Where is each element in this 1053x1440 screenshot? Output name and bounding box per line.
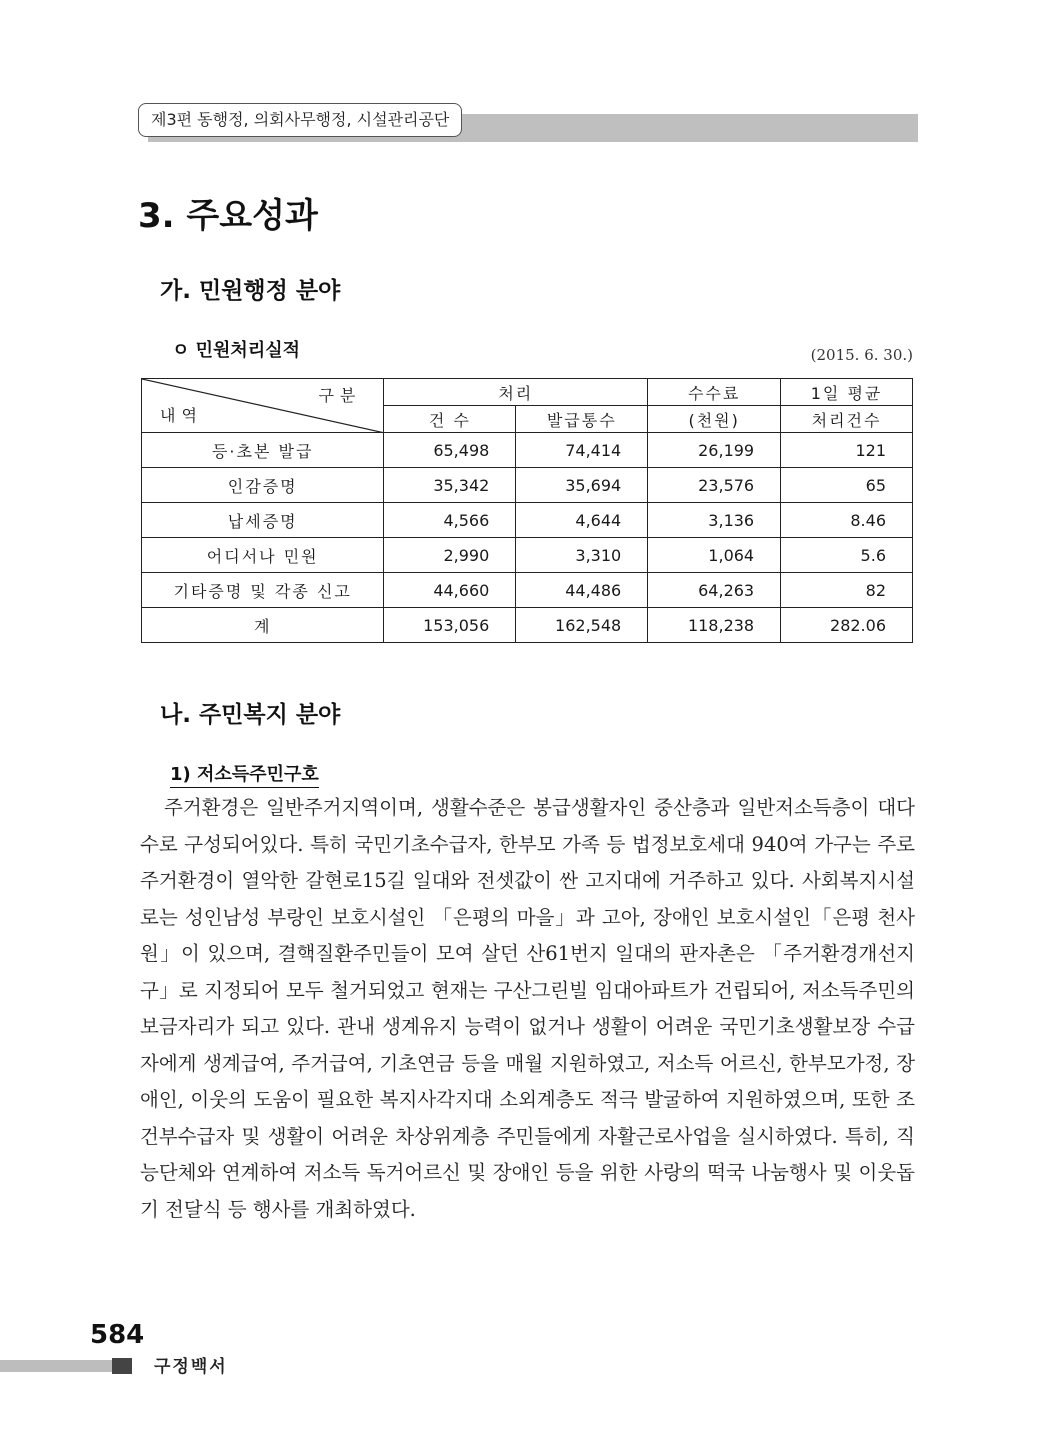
row-label: 어디서나 민원 bbox=[142, 538, 384, 573]
row-daily: 121 bbox=[781, 433, 913, 468]
row-fee: 3,136 bbox=[648, 503, 781, 538]
row-fee: 23,576 bbox=[648, 468, 781, 503]
table-row bbox=[142, 433, 913, 468]
chapter-tab: 제3편 동행정, 의회사무행정, 시설관리공단 bbox=[138, 103, 462, 137]
diagonal-header-cell bbox=[142, 379, 384, 433]
row-issued: 162,548 bbox=[516, 608, 648, 643]
header-fee: 수수료 bbox=[648, 379, 781, 406]
row-fee: 118,238 bbox=[648, 608, 781, 643]
table-date: (2015. 6. 30.) bbox=[810, 346, 913, 364]
row-label: 계 bbox=[142, 608, 384, 643]
bullet-civil-results: ㅇ 민원처리실적 bbox=[172, 340, 300, 361]
row-daily: 5.6 bbox=[781, 538, 913, 573]
footer-book-title: 구정백서 bbox=[154, 1357, 228, 1377]
row-count: 44,660 bbox=[384, 573, 516, 608]
row-count: 65,498 bbox=[384, 433, 516, 468]
row-issued: 35,694 bbox=[516, 468, 648, 503]
header-count: 건 수 bbox=[384, 406, 516, 433]
row-count: 4,566 bbox=[384, 503, 516, 538]
header-processing: 처리 bbox=[384, 379, 648, 406]
row-daily: 282.06 bbox=[781, 608, 913, 643]
header-category: 구분 bbox=[318, 386, 362, 405]
row-label: 등·초본 발급 bbox=[142, 433, 384, 468]
row-daily: 82 bbox=[781, 573, 913, 608]
row-issued: 3,310 bbox=[516, 538, 648, 573]
header-detail: 내역 bbox=[160, 406, 203, 425]
row-issued: 4,644 bbox=[516, 503, 648, 538]
footer-square bbox=[112, 1358, 132, 1374]
row-daily: 65 bbox=[781, 468, 913, 503]
page-number: 584 bbox=[90, 1320, 145, 1350]
row-label: 납세증명 bbox=[142, 503, 384, 538]
row-issued: 44,486 bbox=[516, 573, 648, 608]
row-fee: 1,064 bbox=[648, 538, 781, 573]
item-title-low-income: 1) 저소득주민구호 bbox=[170, 760, 319, 786]
table-total-row bbox=[142, 608, 913, 643]
header-fee-unit: (천원) bbox=[648, 406, 781, 433]
row-label: 인감증명 bbox=[142, 468, 384, 503]
row-count: 2,990 bbox=[384, 538, 516, 573]
table-row bbox=[142, 573, 913, 608]
table-row bbox=[142, 503, 913, 538]
civil-service-table bbox=[141, 378, 913, 643]
footer-bar bbox=[0, 1360, 112, 1372]
table-row bbox=[142, 538, 913, 573]
header-issued: 발급통수 bbox=[516, 406, 648, 433]
row-label: 기타증명 및 각종 신고 bbox=[142, 573, 384, 608]
section-title: 3. 주요성과 bbox=[138, 196, 318, 236]
subsection-title-welfare: 나. 주민복지 분야 bbox=[160, 702, 341, 728]
row-daily: 8.46 bbox=[781, 503, 913, 538]
body-paragraph: 주거환경은 일반주거지역이며, 생활수준은 봉급생활자인 중산층과 일반저소득층이 대다수로 구성되어있다. 특히 국민기초수급자, 한부모 가족 등 법정보호세대 940여 가구는 주로 주거환경이 열악한 갈현로15길 일대와 전셋값이 싼 고지대에 거주하고 있다. 사회복지시설로는 성인남성 부랑인 보호시설인 「은평의 마을」과 고아, 장애인 보호시설인「은평 천사원」이 있으며, 결핵질환주민들이 모여 살던 산61번지 일대의 판자촌은 「주거환경개선지구」로 지정되어 모두 철거되었고 현재는 구산그린빌 임대아파트가 건립되어, 저소득주민의 보금자리가 되고 있다. 관내 생계유지 능력이 없거나 생활이 어려운 국민기초생활보장 수급자에게 생계급여, 주거급여, 기초연금 등을 매월 지원하였고, 저소득 어르신, 한부모가정, 장애인, 이웃의 도움이 필요한 복지사각지대 소외계층도 적극 발굴하여 지원하였으며, 또한 조건부수급자 및 생활이 어려운 차상위계층 주민들에게 자활근로사업을 실시하였다. 특히, 직능단체와 연계하여 저소득 독거어르신 및 장애인 등을 위한 사랑의 떡국 나눔행사 및 이웃돕기 전달식 등 행사를 개최하였다. bbox=[140, 796, 915, 1221]
row-fee: 64,263 bbox=[648, 573, 781, 608]
row-fee: 26,199 bbox=[648, 433, 781, 468]
header-daily-2: 처리건수 bbox=[781, 406, 913, 433]
subsection-title-civil: 가. 민원행정 분야 bbox=[160, 278, 341, 304]
header-daily: 1일 평균 bbox=[781, 379, 913, 406]
row-count: 35,342 bbox=[384, 468, 516, 503]
row-count: 153,056 bbox=[384, 608, 516, 643]
table-row bbox=[142, 468, 913, 503]
row-issued: 74,414 bbox=[516, 433, 648, 468]
